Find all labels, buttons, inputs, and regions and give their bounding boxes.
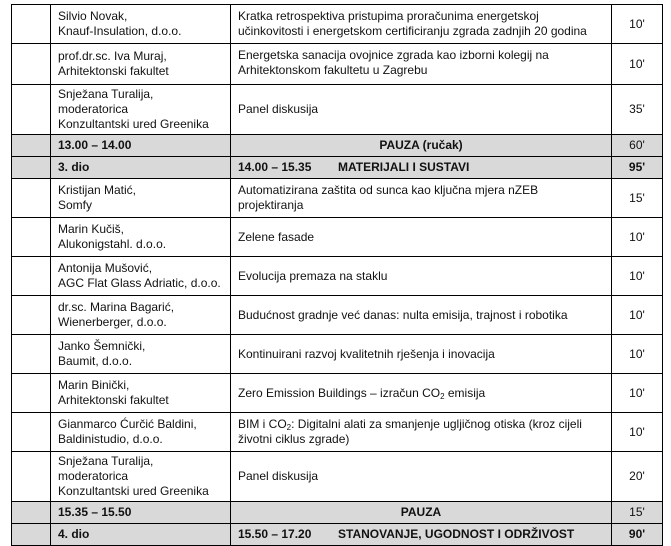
speaker-name: Snježana Turalija, moderatorica [58,454,154,483]
speaker-cell [51,218,231,257]
speaker-cell [51,452,231,502]
title-text: BIM i CO [238,417,287,431]
speaker-name: Gianmarco Ćurčić Baldini, [58,417,197,431]
talk-title: Automatizirana zaštita od sunca kao ključna mjera nZEB projektiranja [231,179,612,218]
speaker-name: Kristijan Matić, [58,183,137,197]
speaker-cell [51,5,231,44]
break-label: PAUZA (ručak) [231,135,612,157]
duration: 15' [612,502,663,524]
empty-cell [12,296,51,335]
talk-title: Zelene fasade [231,218,612,257]
empty-cell [12,524,51,546]
speaker-name: Snježana Turalija, moderatorica [58,87,154,116]
table-row [12,179,663,218]
duration: 60' [612,135,663,157]
break-row [12,502,663,524]
speaker-affiliation: Somfy [58,198,93,212]
speaker-affiliation: AGC Flat Glass Adriatic, d.o.o. [58,276,221,290]
talk-title: Budućnost gradnje već danas: nulta emisija, trajnost i robotika [231,296,612,335]
title-text: Zero Emission Buildings – izračun CO [238,385,441,400]
duration: 10' [612,335,663,374]
speaker-name: Silvio Novak, [58,9,128,23]
talk-title: Evolucija premaza na staklu [231,257,612,296]
talk-title [231,374,612,413]
table-row [12,5,663,44]
speaker-cell [51,296,231,335]
program-table [11,4,663,546]
section-heading [231,524,612,546]
empty-cell [12,85,51,135]
duration: 95' [612,157,663,179]
duration: 10' [612,257,663,296]
section-label: MATERIJALI I SUSTAVI [338,160,470,174]
duration: 10' [612,44,663,85]
speaker-cell [51,44,231,85]
table-row [12,452,663,502]
speaker-cell [51,413,231,452]
empty-cell [12,335,51,374]
speaker-affiliation: Baumit, d.o.o. [58,354,133,368]
empty-cell [12,257,51,296]
table-row [12,335,663,374]
speaker-affiliation: Baldinistudio, d.o.o. [58,432,163,446]
break-row [12,135,663,157]
speaker-name: Marin Binički, [58,378,130,392]
subscript: 2 [286,423,292,432]
duration: 10' [612,5,663,44]
talk-title: Panel diskusija [231,452,612,502]
talk-title [231,413,612,452]
section-part: 3. dio [51,157,231,179]
table-row [12,374,663,413]
break-label: PAUZA [231,502,612,524]
subscript: 2 [440,391,445,401]
talk-title: Energetska sanacija ovojnice zgrada kao izborni kolegij na Arhitektonskom fakultetu u Zagrebu [231,44,612,85]
empty-cell [12,502,51,524]
break-time: 13.00 – 14.00 [51,135,231,157]
talk-title: Kontinuirani razvoj kvalitetnih rješenja i inovacija [231,335,612,374]
duration: 20' [612,452,663,502]
speaker-affiliation: Wienerberger, d.o.o. [58,315,167,329]
empty-cell [12,135,51,157]
speaker-name: Marin Kučiš, [58,222,125,236]
speaker-affiliation: Arhitektonski fakultet [58,393,169,407]
speaker-cell [51,374,231,413]
empty-cell [12,218,51,257]
duration: 10' [612,374,663,413]
speaker-name: Antonija Mušović, [58,261,153,275]
speaker-cell [51,85,231,135]
duration: 90' [612,524,663,546]
table-row [12,85,663,135]
empty-cell [12,157,51,179]
title-text: : Digitalni alati za smanjenje ugljičnog otiska (kroz cijeli životni ciklus zgrade) [238,417,582,446]
speaker-name: Janko Šemnički, [58,339,146,353]
empty-cell [12,452,51,502]
table-row [12,296,663,335]
speaker-affiliation: Konzultantski ured Greenika [58,484,209,498]
duration: 35' [612,85,663,135]
speaker-name: prof.dr.sc. Iva Muraj, [58,49,167,63]
section-row [12,157,663,179]
break-time: 15.35 – 15.50 [51,502,231,524]
speaker-cell [51,335,231,374]
section-time: 15.50 – 17.20 [238,527,312,541]
table-row [12,257,663,296]
section-row [12,524,663,546]
speaker-name: dr.sc. Marina Bagarić, [58,300,175,314]
empty-cell [12,374,51,413]
empty-cell [12,44,51,85]
table-row [12,218,663,257]
section-part: 4. dio [51,524,231,546]
speaker-affiliation: Konzultantski ured Greenika [58,117,209,131]
speaker-cell [51,179,231,218]
talk-title: Panel diskusija [231,85,612,135]
table-row [12,413,663,452]
table-row [12,44,663,85]
empty-cell [12,179,51,218]
section-label: STANOVANJE, UGODNOST I ODRŽIVOST [338,527,575,541]
duration: 10' [612,218,663,257]
section-time: 14.00 – 15.35 [238,160,312,174]
title-text: emisija [444,385,486,400]
duration: 15' [612,179,663,218]
empty-cell [12,413,51,452]
duration: 10' [612,296,663,335]
talk-title: Kratka retrospektiva pristupima proračunima energetskoj učinkovitosti i energetskom certificiranju zgrada zadnjih 20 godina [231,5,612,44]
speaker-affiliation: Alukonigstahl. d.o.o. [58,237,167,251]
speaker-cell [51,257,231,296]
empty-cell [12,5,51,44]
speaker-affiliation: Arhitektonski fakultet [58,64,169,78]
section-heading [231,157,612,179]
duration: 10' [612,413,663,452]
speaker-affiliation: Knauf-Insulation, d.o.o. [58,24,182,38]
